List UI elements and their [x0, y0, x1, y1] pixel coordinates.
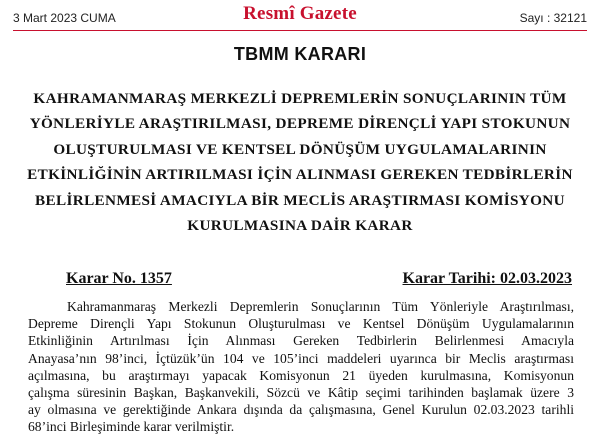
masthead [0, 0, 600, 34]
body-line: çalışma süresinin Başkan, Başkanvekili, Sözcü ve Kâtip seçimi tarihinden başlamak üzere 3 [28, 385, 574, 401]
body-line: Depreme Dirençli Yapı Stokunun Oluşturulması ve Kentsel Dönüşüm Uygulamalarının [28, 316, 574, 332]
subject-line: ETKİNLİĞİNİN ARTIRILMASI İÇİN ALINMASI GEREKEN TEDBİRLERİN [27, 166, 573, 184]
body-line: açılmasına, bu araştırmayı yapacak Komisyonun 21 üyeden kurulmasına, Komisyonun [28, 367, 574, 383]
decision-subject [26, 86, 574, 238]
subject-line: KAHRAMANMARAŞ MERKEZLİ DEPREMLERİN SONUÇLARININ TÜM [33, 90, 567, 107]
subject-line: YÖNLERİYLE ARAŞTIRILMASI, DEPREME DİRENÇLİ YAPI STOKUNUN [29, 115, 571, 133]
body-line: Anayasa’nın 98’inci, İçtüzük’ün 104 ve 105’inci maddeleri uyarınca bir Meclis araştırması [28, 350, 574, 366]
issue-date: 3 Mart 2023 CUMA [13, 11, 116, 25]
decision-date: Karar Tarihi: 02.03.2023 [402, 270, 572, 287]
subject-line: KURULMASINA DAİR KARAR [187, 217, 413, 235]
body-line: Etkinliğinin Artırılması İçin Alınması Gereken Tedbirlerin Belirlenmesi Amacıyla [28, 333, 574, 349]
decision-body [28, 298, 574, 436]
masthead-divider [13, 30, 587, 31]
subject-line: BELİRLENMESİ AMACIYLA BİR MECLİS ARAŞTIRMASI KOMİSYONU [35, 191, 565, 209]
body-line: 68’inci Birleşiminde karar verilmiştir. [28, 419, 235, 435]
body-line: Kahramanmaraş Merkezli Depremlerin Sonuçlarının Tüm Yönleriyle Araştırılması, [67, 299, 574, 314]
section-title: TBMM KARARI [233, 44, 367, 64]
issue-number: Sayı : 32121 [519, 11, 587, 25]
body-line: ay olmasına ve gerektiğinde Ankara dışında da çalışmasına, Genel Kurulun 02.03.2023 tarihli [28, 402, 574, 418]
subject-line: OLUŞTURULMASI VE KENTSEL DÖNÜŞÜM UYGULAMALARININ [53, 140, 547, 158]
gazette-title: Resmî Gazete [243, 3, 357, 24]
decision-meta [66, 270, 572, 292]
decision-number: Karar No. 1357 [66, 270, 172, 287]
